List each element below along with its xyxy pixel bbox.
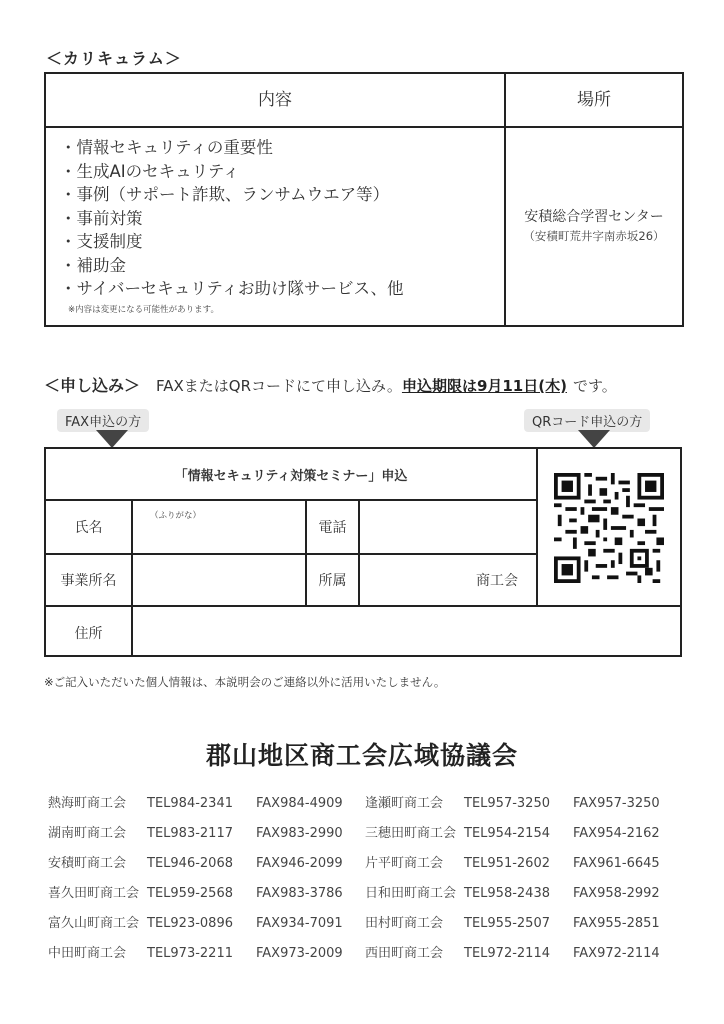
chamber-fax: FAX958-2992	[573, 886, 660, 901]
chamber-fax: FAX954-2162	[573, 826, 660, 841]
chamber-name: 富久山町商工会	[48, 916, 140, 931]
curriculum-item: ・情報セキュリティの重要性	[60, 138, 273, 157]
chamber-tel: TEL973-2211	[147, 946, 233, 961]
curriculum-item: ・補助金	[60, 255, 126, 275]
chamber-tel: TEL959-2568	[147, 886, 233, 901]
privacy-note: ※ご記入いただいた個人情報は、本説明会のご連絡以外に活用いたしません。	[44, 675, 446, 689]
chamber-fax: FAX946-2099	[256, 856, 343, 871]
chamber-tel: TEL955-2507	[464, 916, 550, 931]
qr-code[interactable]	[554, 473, 664, 583]
apply-suffix: です。	[572, 377, 617, 395]
chamber-tel: TEL954-2154	[464, 826, 550, 841]
chamber-name: 熱海町商工会	[48, 796, 127, 811]
application-form	[44, 447, 682, 657]
chamber-name: 湖南町商工会	[48, 826, 127, 841]
chamber-name: 片平町商工会	[365, 856, 444, 871]
name-field[interactable]	[133, 501, 305, 553]
curriculum-item: ・事例（サポート詐欺、ランサムウエア等）	[60, 185, 390, 204]
chamber-fax: FAX957-3250	[573, 796, 660, 811]
chamber-name: 田村町商工会	[365, 916, 444, 931]
office-label: 事業所名	[60, 573, 117, 589]
affiliation-label: 所属	[318, 573, 347, 589]
chamber-name: 西田町商工会	[365, 946, 444, 961]
office-field[interactable]	[133, 555, 305, 605]
curriculum-content-header: 内容	[258, 90, 292, 110]
chamber-fax: FAX973-2009	[256, 946, 343, 961]
address-label: 住所	[74, 626, 103, 642]
chamber-name: 安積町商工会	[48, 856, 127, 871]
address-field[interactable]	[133, 607, 680, 655]
chamber-fax: FAX983-2990	[256, 826, 343, 841]
curriculum-item: ・事前対策	[60, 208, 143, 228]
apply-deadline: 申込期限は9月11日(木)	[401, 377, 567, 395]
venue-cell	[506, 126, 682, 325]
chamber-fax: FAX984-4909	[256, 796, 343, 811]
chamber-tel: TEL958-2438	[464, 886, 550, 901]
curriculum-place-header: 場所	[577, 90, 611, 110]
affiliation-suffix: 商工会	[476, 573, 518, 589]
organization-title: 郡山地区商工会広域協議会	[205, 741, 518, 770]
curriculum-item: ・生成AIのセキュリティ	[60, 161, 240, 181]
curriculum-item: ・サイバーセキュリティお助け隊サービス、他	[60, 279, 404, 298]
curriculum-list	[60, 136, 404, 301]
chamber-tel: TEL972-2114	[464, 946, 550, 961]
fax-arrow-icon	[96, 430, 128, 448]
chamber-tel: TEL984-2341	[147, 796, 233, 811]
curriculum-table	[44, 72, 684, 327]
curriculum-heading: ＜カリキュラム＞	[46, 49, 182, 68]
chamber-name: 三穂田町商工会	[365, 826, 457, 841]
curriculum-note: ※内容は変更になる可能性があります。	[68, 305, 219, 315]
chamber-tel: TEL946-2068	[147, 856, 233, 871]
chamber-fax: FAX961-6645	[573, 856, 660, 871]
qr-divider	[536, 449, 538, 607]
chamber-tel: TEL983-2117	[147, 826, 233, 841]
chamber-name: 日和田町商工会	[365, 886, 457, 901]
chamber-tel: TEL957-3250	[464, 796, 550, 811]
chamber-name: 喜久田町商工会	[48, 886, 140, 901]
chamber-fax: FAX955-2851	[573, 916, 660, 931]
chamber-tel: TEL923-0896	[147, 916, 233, 931]
apply-line	[44, 373, 617, 396]
chamber-fax: FAX972-2114	[573, 946, 660, 961]
venue-address: （安積町荒井字南赤坂26）	[523, 229, 665, 243]
phone-field[interactable]	[360, 501, 536, 553]
name-label: 氏名	[74, 520, 103, 536]
apply-text: FAXまたはQRコードにて申し込み。	[156, 377, 402, 395]
curriculum-item: ・支援制度	[60, 232, 143, 251]
form-title: 「情報セキュリティ対策セミナー」申込	[174, 469, 408, 484]
chamber-tel: TEL951-2602	[464, 856, 550, 871]
chamber-name: 逢瀬町商工会	[365, 796, 444, 811]
venue-name: 安積総合学習センター	[524, 209, 664, 225]
furigana-label: （ふりがな）	[150, 511, 202, 521]
qr-arrow-icon	[578, 430, 610, 448]
chamber-name: 中田町商工会	[48, 946, 127, 961]
phone-label: 電話	[318, 520, 347, 536]
qr-apply-pill: QRコード申込の方	[524, 409, 650, 432]
chamber-fax: FAX934-7091	[256, 916, 343, 931]
fax-apply-pill: FAX申込の方	[57, 409, 149, 432]
chamber-fax: FAX983-3786	[256, 886, 343, 901]
apply-heading: ＜申し込み＞	[44, 376, 141, 395]
